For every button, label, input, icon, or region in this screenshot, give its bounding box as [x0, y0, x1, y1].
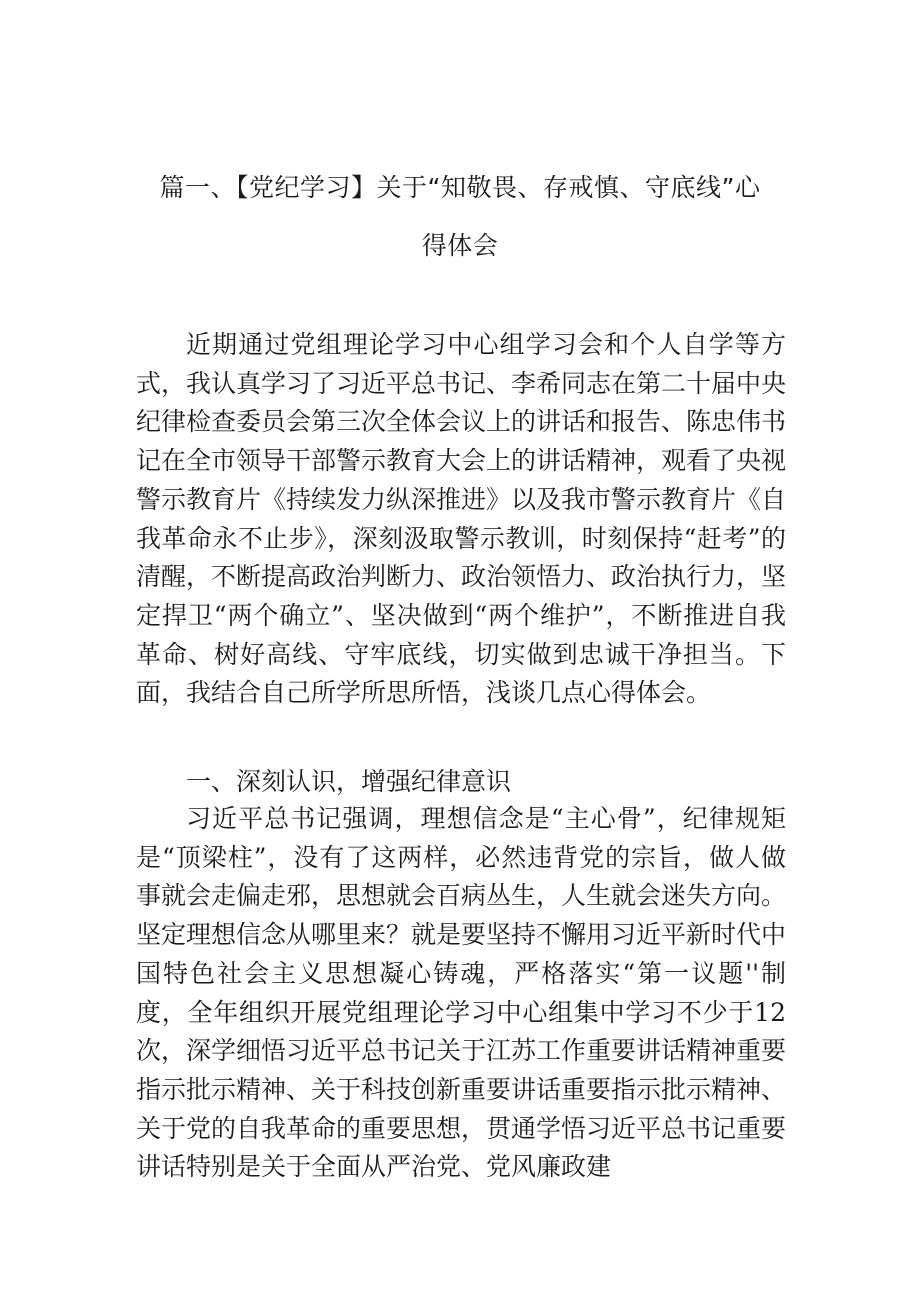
document-title-line-2: 得体会 — [421, 231, 499, 260]
section1-paragraph: 习近平总书记强调，理想信念是“主心骨”，纪律规矩是“顶梁柱”，没有了这两样，必然违背党的宗旨，做人做事就会走偏走邪，思想就会百病丛生，人生就会迷失方向。坚定理想信念从哪里来？就是要坚持不懈用习近平新时代中国特色社会主义思想凝心铸魂，严格落实“第一议题''制度，全年组织开展党组理论学习中心组集中学习不少于12次，深学细悟习近平总书记关于江苏工作重要讲话精神重要指示批示精神、关于科技创新重要讲话重要指示批示精神、关于党的自我革命的重要思想，贯通学悟习近平总书记重要讲话特别是关于全面从严治党、党风廉政建 — [136, 804, 787, 1182]
document-title-line-1: 篇一、【党纪学习】关于“知敬畏、存戒慎、守底线”心 — [159, 173, 761, 202]
section-heading-1: 一、深刻认识，增强纪律意识 — [186, 767, 512, 796]
intro-paragraph-block — [136, 326, 786, 713]
intro-paragraph: 近期通过党组理论学习中心组学习会和个人自学等方式，我认真学习了习近平总书记、李希同志在第二十届中央纪律检查委员会第三次全体会议上的讲话和报告、陈忠伟书记在全市领导干部警示教育大会上的讲话精神，观看了央视警示教育片《持续发力纵深推进》以及我市警示教育片《自我革命永不止步》，深刻汲取警示教训，时刻保持“赶考”的清醒，不断提高政治判断力、政治领悟力、政治执行力，坚定捍卫“两个确立”、坚决做到“两个维护”，不断推进自我革命、树好高线、守牢底线，切实做到忠诚干净担当。下面，我结合自己所学所思所悟，浅谈几点心得体会。 — [136, 330, 787, 708]
section1-paragraph-block — [136, 800, 786, 1187]
